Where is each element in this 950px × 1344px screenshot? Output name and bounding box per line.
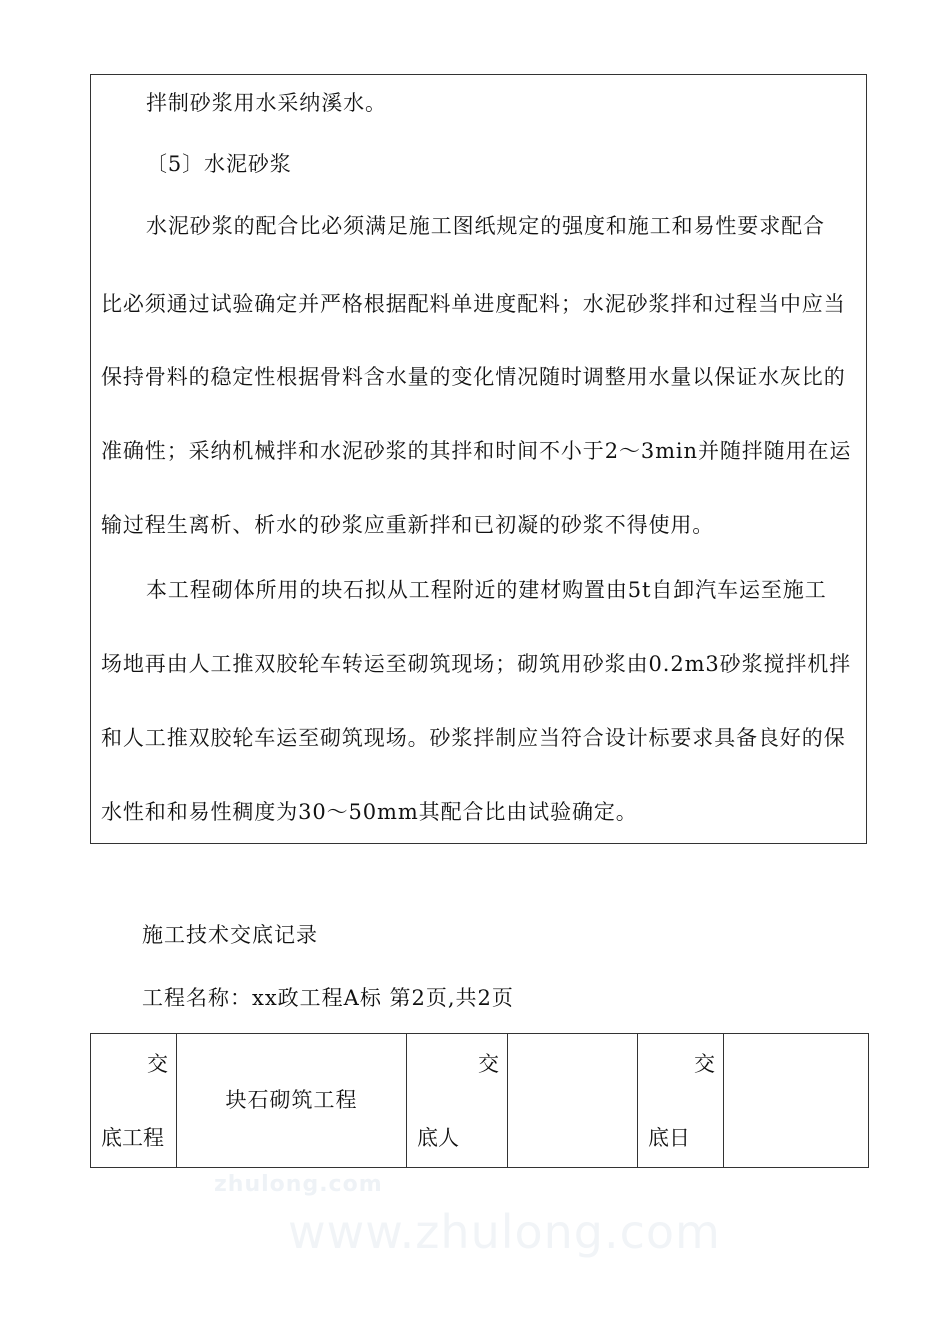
handover-date-value-cell [724,1034,869,1168]
watermark-large: www.zhulong.com [288,1205,721,1259]
project-value: 块石砌筑工程 [225,1088,358,1112]
paragraph-line: 水泥砂浆的配合比必须满足施工图纸规定的强度和施工和易性要求配合 [146,214,825,238]
paragraph-line: 本工程砌体所用的块石拟从工程附近的建材购置由5t自卸汽车运至施工 [146,578,827,602]
handover-date-label-cell [638,1034,724,1168]
label-bottom: 底人 [417,1126,459,1150]
paragraph-line: 拌制砂浆用水采纳溪水。 [146,91,387,115]
handover-person-value-cell [508,1034,638,1168]
paragraph-line: 比必须通过试验确定并严格根据配料单进度配料；水泥砂浆拌和过程当中应当 [101,292,846,316]
handover-table [90,1033,869,1168]
record-title: 施工技术交底记录 [142,923,318,947]
watermark-small: zhulong.com [214,1172,383,1197]
paragraph-line: 准确性；采纳机械拌和水泥砂浆的其拌和时间不小于2～3min并随拌随用在运 [101,439,852,463]
paragraph-line: 和人工推双胶轮车运至砌筑现场。砂浆拌制应当符合设计标要求具备良好的保 [101,726,846,750]
paragraph-line: 水性和和易性稠度为30～50mm其配合比由试验确定。 [101,800,638,824]
label-top: 交 [147,1052,168,1076]
label-bottom: 底工程 [101,1126,164,1150]
project-name: 工程名称：xx政工程A标 第2页,共2页 [142,986,514,1010]
paragraph-line: 场地再由人工推双胶轮车转运至砌筑现场；砌筑用砂浆由0.2m3砂浆搅拌机拌 [101,652,852,676]
handover-person-label-cell [407,1034,508,1168]
section-heading: 〔5〕水泥砂浆 [146,152,292,176]
label-top: 交 [478,1052,499,1076]
label-bottom: 底日 [648,1126,690,1150]
label-top: 交 [694,1052,715,1076]
handover-project-label-cell [91,1034,177,1168]
handover-project-value-cell [177,1034,407,1168]
paragraph-line: 输过程生离析、析水的砂浆应重新拌和已初凝的砂浆不得使用。 [101,513,715,537]
paragraph-line: 保持骨料的稳定性根据骨料含水量的变化情况随时调整用水量以保证水灰比的 [101,365,846,389]
